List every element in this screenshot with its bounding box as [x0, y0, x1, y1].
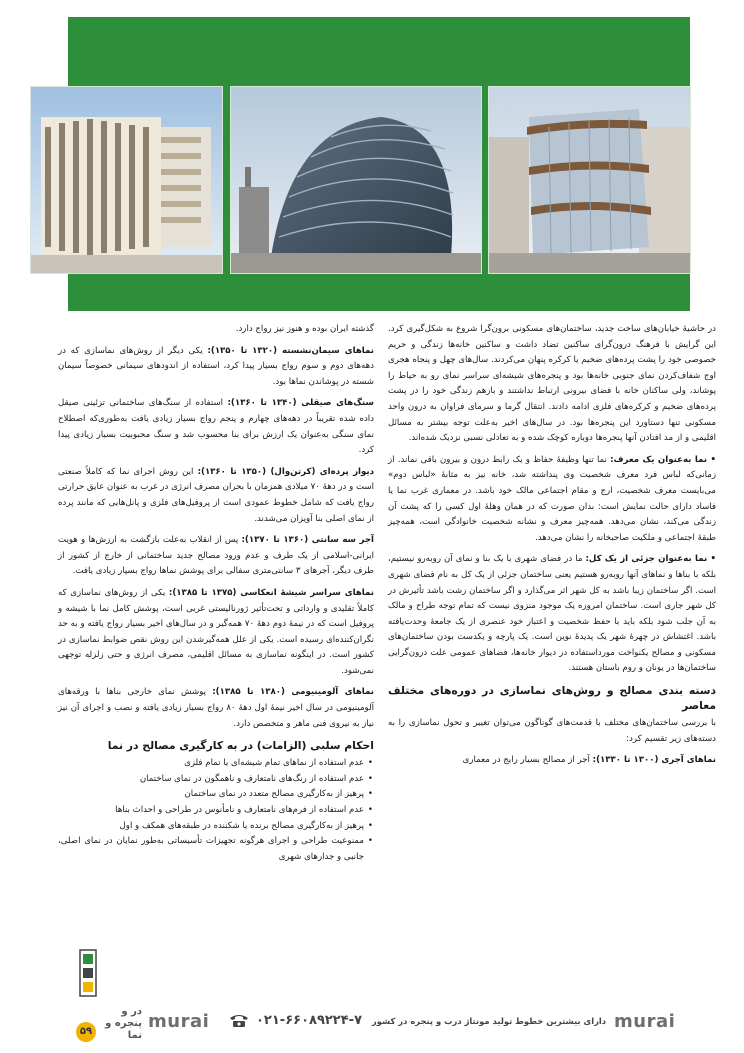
- section-text: ما در فضای شهری با یک بنا و نمای آن روبه‌رو نیستیم، بلکه با بناها و نماهای آنها روبه‌رو هستیم یعنی ساختمان جزئی از یک کل به نام فضای شهری است. اگر ساختمان زیبا باشد به کل شهر اثر می‌گذارد و اگر ساختمان زشت باشد تأثیرش در کل شهر جاری است. ساختمان امروزه یک موجود منزوی نیست که تمام توجه طراح و مالک به آن جلب شود بلکه باید با حفظ شخصیت و اعتبار خود عنصری از یک جامعهٔ وحدت‌یافته باشد. اغتشاش در چهرهٔ شهر یک پدیدهٔ نوین است. یک پارچه و یکدست بودن ساختمان‌های مسکونی و مصالح یکنواخت مورداستفاده در دیوار خانه‌ها، فضاهای عمومی علت درون‌گرایی ساختمان‌ها در یونان و روم باستان هستند.: [388, 554, 716, 674]
- classification-intro: با بررسی ساختمان‌های مختلف با قدمت‌های گوناگون می‌توان تغییر و تحول نماسازی را به دسته‌های زیر تقسیم کرد:: [388, 718, 716, 744]
- section-curtain-wall: [58, 465, 374, 527]
- section-aluminium-facades: [58, 685, 374, 732]
- section-text: پس از انقلاب به‌علت بازگشت به ارزش‌ها و هویت ایرانی-اسلامی از یک طرف و عدم ورود مصالح جدید ساختمانی از خارج از کشور از طرف دیگر، آجرهای ۳ سانتی‌متری سفالی برای پوشش نماها رواج بسیار زیادی یافت.: [58, 535, 374, 577]
- section-text: آجر از مصالح بسیار رایج در معماری: [462, 755, 593, 766]
- section-brick-facades: [388, 753, 716, 769]
- photo-striped-facade-building: [30, 86, 223, 274]
- photo-glass-dome-building: [230, 86, 482, 274]
- article-column-left: [58, 322, 374, 865]
- list-item: • پرهیز از به‌کارگیری مصالح متعدد در نمای ساختمان: [58, 787, 364, 803]
- list-item: • ممنوعیت طراحی و اجرای هرگونه تجهیزات تأسیساتی به‌طور نمایان در نمای اصلی، جانبی و جدارهای شهری: [58, 834, 364, 865]
- page-number-badge: ۵۹: [76, 1022, 96, 1042]
- list-item: • پرهیز از به‌کارگیری مصالح برنده یا شکننده در طبقه‌های همکف و اول: [58, 819, 364, 835]
- requirements-heading: احکام سلبی (الزامات) در به کارگیری مصالح در نما: [107, 739, 374, 753]
- section-polished-stone: [58, 396, 374, 458]
- section-text: پوشش نمای خارجی بناها با ورقه‌های آلومینیومی در سال اخیر نیمهٔ اول دههٔ ۸۰ رواج بسیار زیادی یافته و نصب و اجرای آن نیز نیاز به نیروی فنی ماهر و متخصص دارد.: [58, 687, 374, 729]
- magazine-logo-icon: [78, 948, 98, 998]
- list-item: • عدم استفاده از نماهای تمام شیشه‌ای یا تمام فلزی: [58, 756, 364, 772]
- section-text: استفاده از سنگ‌های ساختمانی تزئینی صیقل داده شده تقریباً در دهه‌های چهارم و پنجم رواج بسیار زیادی یافت به‌طوری‌که اصطلاح نمای سنگی به‌عنوان یک ارزش برای بنا محسوب شد و سنگ محبوبیت بسیار زیادی پیدا کرد.: [58, 398, 374, 456]
- intro-paragraph: در حاشیهٔ خیابان‌های ساخت جدید، ساختمان‌های مسکونی برون‌گرا شروع به شکل‌گیری کرد. این گرایش با فرهنگ درون‌گرای ساکنین تضاد داشت و ساکنین خانه‌ها زندگی و حریم خصوصی خود را پشت پرده‌های ضخیم یا کرکره پنهان می‌کردند. سال‌های چهل و پنجاه هجری اوج شفاف‌کردن نمای جنوبی خانه‌ها بود و پنجره‌های شیشه‌ای سراسر نمای رو به حیاط را پوشاند، ولی ساکنان خانه با فضای بیرونی ارتباط نداشتند و بازهم زندگی خود را در پشت پرده‌های ضخیم و کرکره‌های فلزی ادامه دادند. انتقال گرما و سرمای فراوان به درون واحد مسکونی تنها دستاورد این پنجره‌ها بود. در سال‌های اخیر به‌علت توجه بیشتر به مسائل اقلیمی و از مد افتادن آنها پنجره‌ها دوباره کوچک شده و به تعادلی نسبی نزدیک شده‌اند.: [388, 324, 716, 444]
- continuation-paragraph: گذشته ایران بوده و هنوز نیز رواج دارد.: [235, 324, 374, 334]
- magazine-name: در و پنجره و نما: [105, 1006, 142, 1041]
- section-text: یکی دیگر از روش‌های نماسازی که در دهه‌های دوم و سوم رواج بسیار پیدا کرد، استفاده از اندودهای سیمانی خصوصاً سیمان شسته در پوشاندن نماها بود.: [58, 345, 374, 387]
- section-three-cm-brick: [58, 533, 374, 580]
- section-facade-as-part-of-whole: [388, 552, 716, 677]
- section-lead: نماهای آجری (۱۳۰۰ تا ۱۳۳۰):: [592, 755, 716, 766]
- section-lead: نماهای آلومینیومی (۱۳۸۰ تا ۱۳۸۵):: [212, 687, 374, 698]
- section-lead: • نما به‌عنوان جزئی از یک کل:: [585, 554, 716, 565]
- telephone-icon: [228, 1012, 250, 1028]
- brand-logo-left: murai: [148, 1011, 210, 1032]
- section-lead: • نما به‌عنوان یک معرف:: [610, 454, 716, 465]
- section-text: این روش اجرای نما که کاملاً صنعتی است و در دههٔ ۷۰ میلادی همزمان با بحران مصرف انرژی در غرب به عنوان عایق حرارتی رواج یافت که شامل خطوط عمودی است از پروفیل‌های فلزی و پانل‌هایی که مانند پرده از نمای اصلی بنا آویزان می‌شدند.: [58, 466, 374, 524]
- section-text: یکی از روش‌های نماسازی که کاملاً تقلیدی و وارداتی و تحت‌تأثیر ژورنالیستی غربی است، پوشش کامل نما با شیشه و پروفیل است که در نیمهٔ دوم دههٔ ۷۰ همه‌گیر و در سال‌های اخیر بسیار رواج یافته و به حد نگران‌کننده‌ای رسیده است. یکی از علل همه‌گیرشدن این روش نقص ضوابط نماسازی در کشور است. در اینگونه نماسازی به مسائل اقلیمی، مصرف انرژی و حتی زلزله توجهی نمی‌شود.: [58, 587, 374, 676]
- section-reflective-glass: [58, 586, 374, 680]
- company-slogan: دارای بیشترین خطوط تولید مونتاژ درب و پنجره در کشور: [371, 1016, 607, 1026]
- section-lead: نماهای سیمان‌نشسته (۱۳۲۰ تا ۱۳۵۰):: [207, 345, 374, 356]
- section-lead: سنگ‌های صیقلی (۱۳۴۰ تا ۱۳۶۰):: [227, 398, 374, 409]
- article-column-right: [388, 322, 716, 775]
- section-lead: آجر سه سانتی (۱۳۶۰ تا ۱۳۷۰):: [241, 535, 374, 546]
- section-text: نما تنها وظیفهٔ حفاظ و یک رابط درون و بیرون باقی نماند. از زمانی‌که لباس فرد معرف شخصیت وی پنداشته شد، خانه نیز به مثابهٔ «لباس دوم» می‌بایست معرف شخصیت، ارج و مقام اجتماعی مالک خود باشد. در معماری غرب نما یا فاساد دارای حالت نمایش است: بدان صورت که در همان وهلهٔ اول کسی را که پشت آن زندگی می‌کند، نشان می‌دهد. همه‌چیز معرف و نشانه شخصیت خانوادگی است، همه‌چیز طبقهٔ اجتماعی و ملکیت صاحبخانه را نشان می‌دهد.: [388, 454, 716, 543]
- phone-number: ۰۲۱-۶۶۰۸۹۲۲۴-۷: [256, 1013, 363, 1028]
- section-lead: دیوار پرده‌ای (کرتن‌وال) (۱۳۵۰ تا ۱۳۶۰):: [197, 466, 375, 477]
- section-lead: نماهای سراسر شیشهٔ انعکاسی (۱۳۷۵ تا ۱۳۸۵):: [168, 587, 374, 598]
- brand-logo-right: murai: [614, 1011, 676, 1032]
- list-item: • عدم استفاده از رنگ‌های نامتعارف و ناهمگون در نمای ساختمان: [58, 772, 364, 788]
- photo-modern-curved-tower: [488, 86, 691, 274]
- requirements-list: [58, 756, 374, 865]
- section-cement-facades: [58, 344, 374, 391]
- list-item: • عدم استفاده از فرم‌های نامتعارف و نامأنوس در طراحی و احداث بناها: [58, 803, 364, 819]
- section-heading-classification: دسته بندی مصالح و روش‌های نماسازی در دوره‌های مختلف معاصر: [388, 684, 716, 713]
- section-facade-as-identity: [388, 453, 716, 547]
- page-footer: [0, 1000, 744, 1045]
